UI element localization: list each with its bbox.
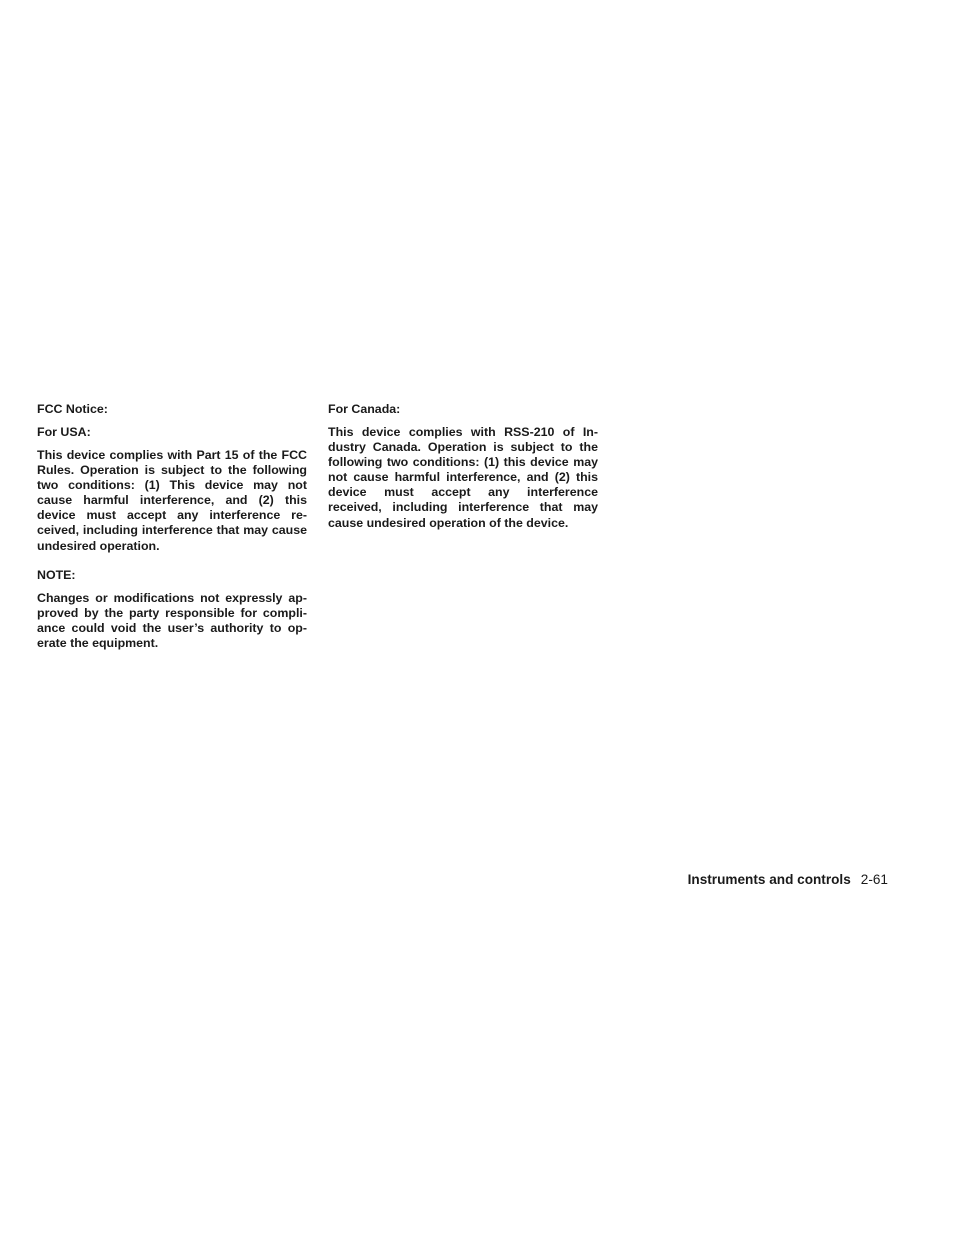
for-canada-heading: For Canada: <box>328 402 401 416</box>
usa-compliance-paragraph: This device complies with Part 15 of the FCC Rules. Operation is subject to the following two conditions: (1) This device may not cause harmful interference, and (2) this device must accept any interference received, including interference that may cause undesired operation. <box>37 448 307 553</box>
note-paragraph: Changes or modifications not expressly approved by the party responsible for compliance could void the user’s authority to operate the equipment. <box>37 590 307 650</box>
fcc-notice-heading: FCC Notice: <box>37 402 108 416</box>
for-usa-heading: For USA: <box>37 425 91 439</box>
left-column <box>37 402 307 651</box>
right-column <box>328 402 598 531</box>
page-footer <box>688 872 888 888</box>
footer-section-title: Instruments and controls <box>687 872 851 887</box>
page-number: 2-61 <box>860 872 888 887</box>
canada-compliance-paragraph: This device complies with RSS-210 of Industry Canada. Operation is subject to the following two conditions: (1) this device may not cause harmful interference, and (2) this device must accept any interference received, including interference that may cause undesired operation of the device. <box>328 425 598 530</box>
note-heading: NOTE: <box>37 567 76 582</box>
